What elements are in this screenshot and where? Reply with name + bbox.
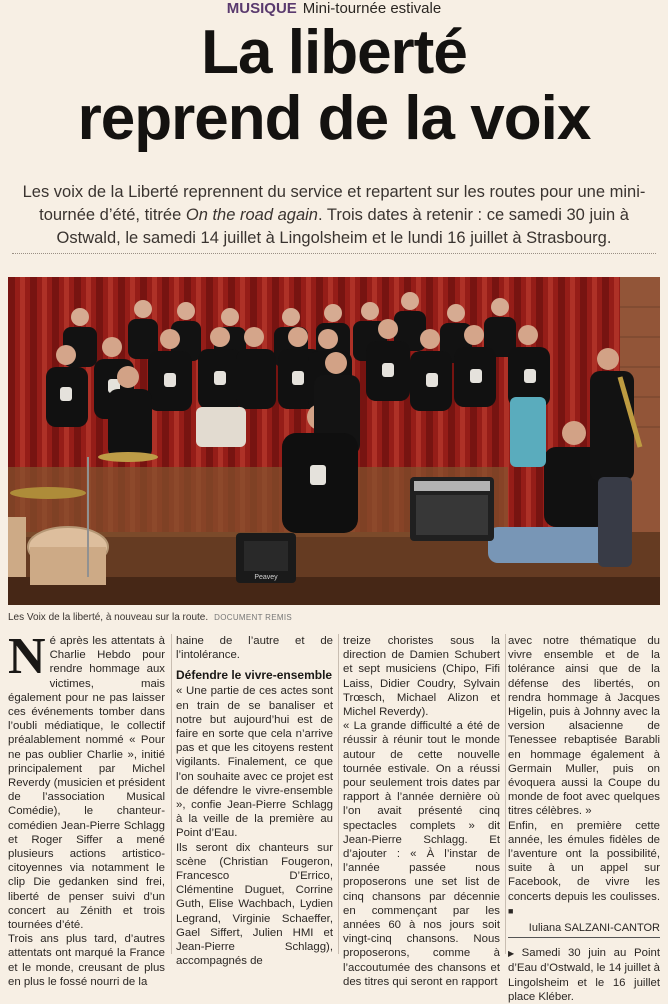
dotted-separator <box>12 253 656 254</box>
author-signature: Iuliana SALZANI-CANTOR <box>528 922 660 935</box>
drop-cap: N <box>8 628 46 685</box>
svg-text:Peavey: Peavey <box>254 574 278 581</box>
paragraph-6: treize choristes sous la direction de Damien Schubert et sept musiciens (Chipo, Fifi Laiss, Didier Coudry, Sylvain Trœsch, Michael Alizon et Michel Reverdy). <box>343 635 500 719</box>
group-photo <box>8 277 660 605</box>
column-divider <box>505 634 506 954</box>
paragraph-7: « La grande difficulté a été de réussir à réunir tout le monde autour de cette nouvelle tournée estivale. On a réussi pour seulement trois dates par rapport à l’année dernière où l’on avait présenté cinq spectacles complets » dit Jean-Pierre Schlagg. Et d’ajouter : « À l’instar de l’année passée nous proposerons une set list de cinq chansons par décennie en commençant par les années 60 à nos jours soit vingt-cinq chansons. Nous proposerons, comme à l’accoutumée des chansons et des titres qui seront en rapport <box>343 720 500 988</box>
box-rule <box>508 937 660 938</box>
article-body <box>8 628 660 1003</box>
column-divider <box>171 634 172 954</box>
chapeau-part-2: . Trois dates à retenir : ce samedi 30 juin à Ostwald, le samedi 14 juillet à Lingolsheim et le lundi 16 juillet à Strasbourg. <box>56 206 629 247</box>
info-box: ▶ Samedi 30 juin au Point d’Eau d’Ostwald, le 14 juillet à Lingolsheim et le 16 juillet place Kléber. <box>508 947 660 1003</box>
section-rubric: MUSIQUE <box>226 0 297 17</box>
photo-caption <box>8 611 660 624</box>
column-divider <box>338 634 339 954</box>
column-3 <box>343 634 500 989</box>
paragraph-8: avec notre thématique du vivre ensemble et de la tolérance ainsi que de la défense des libertés, on rendra hommage à Jacques Higelin, puis à Johnny avec la version alsacienne de Tenessee rebaptisée Barabli en hommage également à Germain Muller, puis on évoquera aussi la Coupe du monde de foot avec quelques titres célèbres. » <box>508 635 660 818</box>
kicker <box>0 0 668 18</box>
headline <box>0 20 668 152</box>
headline-line-2: reprend de la voix <box>77 84 591 153</box>
chapeau-title: On the road again <box>185 206 318 224</box>
paragraph-9: Enfin, en première cette année, les émules fidèles de l’aventure ont la possibilité, suite à un appel sur Facebook, de vivre les concerts depuis les coulisses. ■ <box>508 819 660 916</box>
headline-line-1: La liberté <box>201 18 467 87</box>
chapeau <box>20 181 648 250</box>
chapeau-part-1: Les voix de la Liberté reprennent du service et repartent sur les routes pour une mini-tournée d’été, titrée <box>22 183 646 224</box>
kicker-text: Mini-tournée estivale <box>302 0 442 17</box>
column-4 <box>508 634 660 1004</box>
column-1 <box>8 628 166 989</box>
column-2 <box>176 634 333 968</box>
caption-credit: DOCUMENT REMIS <box>214 613 292 622</box>
paragraph-4: « Une partie de ces actes sont en train de se banaliser et notre but aujourd’hui est de faire en sorte que cela n’arrive pas et que les citoyens restent vigilants. Finalement, ce que l’on souhaite avec ce projet est de défendre le vivre-ensemble », confie Jean-Pierre Schlagg à la veille de la première au Point d’Eau. <box>176 685 333 840</box>
group-photo-illustration <box>8 277 660 605</box>
paragraph-2: Trois ans plus tard, d’autres attentats ont marqué la France et le monde, creusant de plus en plus le fossé nourri de la <box>8 933 165 988</box>
caption-text: Les Voix de la liberté, à nouveau sur la route. <box>8 612 209 623</box>
triangle-icon: ▶ <box>508 949 519 959</box>
paragraph-intro: Né après les attentats à Charlie Hebdo pour rendre hommage aux victimes, mais également pour ne pas laisser ces événements tomber dans l’oubli médiatique, le collectif préalablement nommé « Pour ne pas oublier Charlie », initié principalement par Michel Reverdy (musicien et président de l’association Musical Comédie), le chanteur-comédien Jean-Pierre Schlagg et Roger Siffer a mené plusieurs actions artistico-citoyennes via notamment le clip Die gedanken sind frei, liberté de penser suivi d’un concert au Zénith et trois tournées d’été. <box>8 628 166 932</box>
paragraph-3: haine de l’autre et de l’intolérance. <box>176 635 333 662</box>
paragraph-5: Ils seront dix chanteurs sur scène (Christian Fougeron, Francesco D’Errico, Clémentine Duguet, Corrine Guth, Elise Wachbach, Lydien Legrand, Virginie Schaeffer, Gael Siffert, Julien HMI et Jean-Pierre Schlagg), accompagnés de <box>176 841 333 968</box>
subheading: Défendre le vivre-ensemble <box>176 668 333 683</box>
